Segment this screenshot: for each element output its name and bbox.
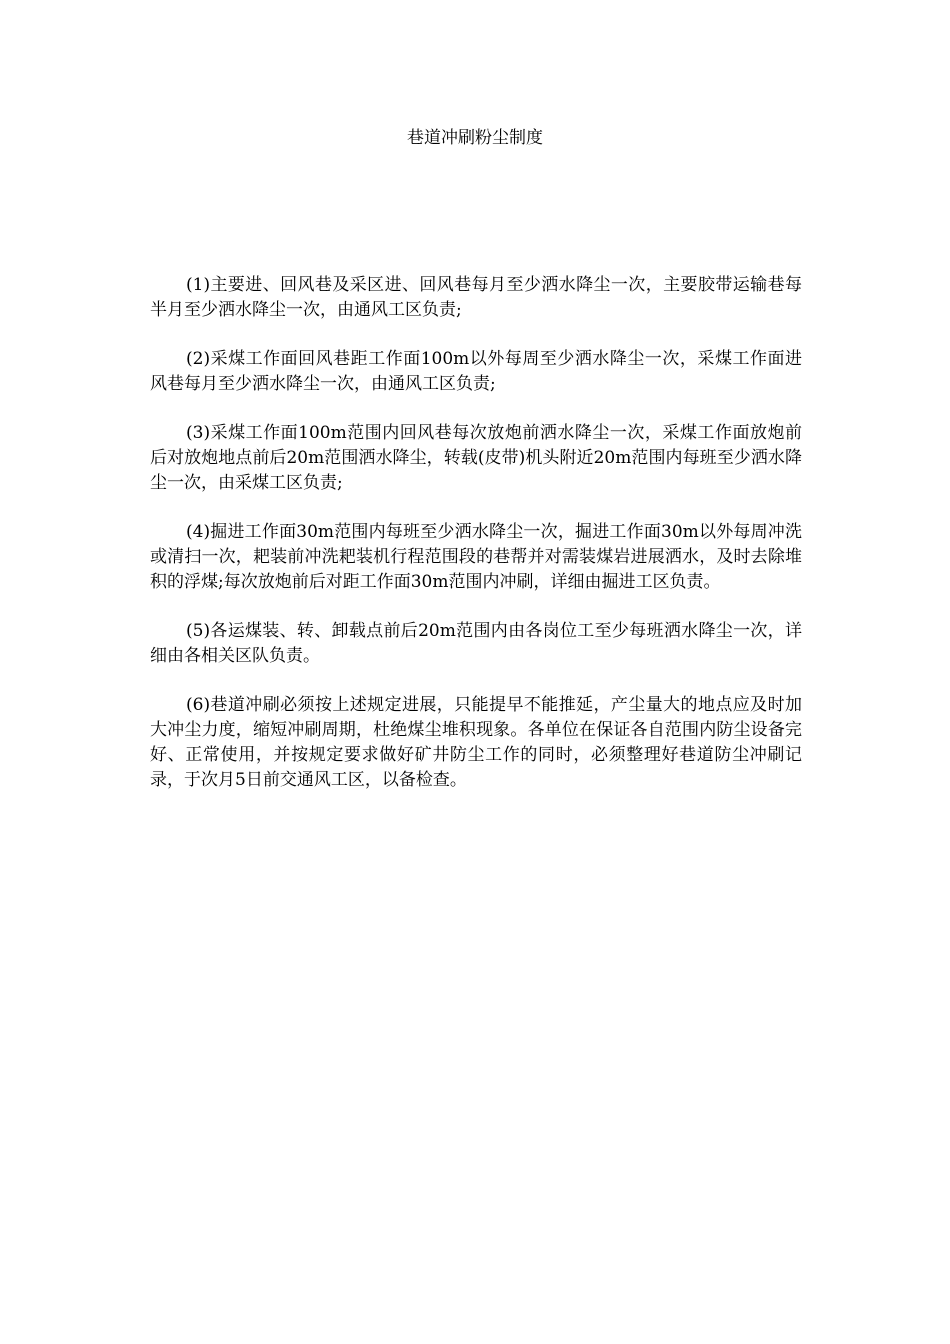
- paragraph-1: (1)主要进、回风巷及采区进、回风巷每月至少洒水降尘一次，主要胶带运输巷每半月至少洒水降尘一次，由通风工区负责;: [150, 275, 802, 320]
- paragraph-3: (3)采煤工作面100m范围内回风巷每次放炮前洒水降尘一次，采煤工作面放炮前后对放炮地点前后20m范围洒水降尘，转载(皮带)机头附近20m范围内每班至少洒水降尘一次，由采煤工区负责;: [150, 423, 802, 493]
- paragraph-2: (2)采煤工作面回风巷距工作面100m以外每周至少洒水降尘一次，采煤工作面进风巷每月至少洒水降尘一次，由通风工区负责;: [150, 349, 802, 394]
- document-body: [150, 273, 802, 817]
- document-title: 巷道冲刷粉尘制度: [407, 128, 543, 148]
- paragraph-5: (5)各运煤装、转、卸载点前后20m范围内由各岗位工至少每班洒水降尘一次，详细由各相关区队负责。: [150, 621, 802, 666]
- paragraph-4: (4)掘进工作面30m范围内每班至少洒水降尘一次，掘进工作面30m以外每周冲洗或清扫一次，耙装前冲洗耙装机行程范围段的巷帮并对需装煤岩进展洒水，及时去除堆积的浮煤;每次放炮前后对距工作面30m范围内冲刷，详细由掘进工区负责。: [150, 522, 802, 592]
- paragraph-6: (6)巷道冲刷必须按上述规定进展，只能提早不能推延，产尘量大的地点应及时加大冲尘力度，缩短冲刷周期，杜绝煤尘堆积现象。各单位在保证各自范围内防尘设备完好、正常使用，并按规定要求做好矿井防尘工作的同时，必须整理好巷道防尘冲刷记录，于次月5日前交通风工区，以备检查。: [150, 695, 802, 790]
